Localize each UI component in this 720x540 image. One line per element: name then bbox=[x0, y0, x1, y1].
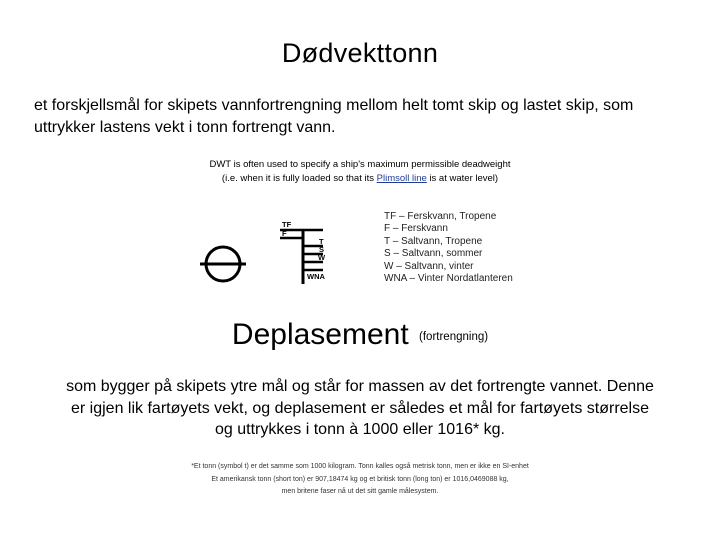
load-line-legend bbox=[384, 211, 513, 285]
plimsoll-line-link[interactable]: Plimsoll line bbox=[376, 173, 427, 184]
dwt-note-post: is at water level) bbox=[426, 173, 499, 184]
footnote-line-3: men britene faser nå ut det sitt gamle målesystem. bbox=[281, 488, 439, 495]
dwt-note-line-2 bbox=[0, 172, 720, 186]
section-heading-main: Deplasement bbox=[231, 318, 409, 351]
footnote bbox=[0, 461, 720, 499]
mark-s-label: S bbox=[319, 245, 325, 254]
section-heading bbox=[0, 318, 720, 352]
legend-item: T – Saltvann, Tropene bbox=[384, 235, 483, 247]
dwt-note bbox=[0, 158, 720, 186]
displacement-text: som bygger på skipets ytre mål og står for massen av det fortrengte vannet. Denne er igjen lik fartøyets vekt, og deplasement er således et mål for fartøyets størrelse og uttrykkes i tonn à 1000 eller 1016* kg. bbox=[66, 378, 654, 438]
mark-wna-label: WNA bbox=[307, 272, 325, 281]
plimsoll-mark-diagram bbox=[198, 216, 332, 286]
legend-item: F – Ferskvann bbox=[384, 223, 448, 235]
mark-f-label: F bbox=[282, 229, 287, 238]
dwt-note-pre: (i.e. when it is fully loaded so that its bbox=[221, 173, 377, 184]
definition-text: et forskjellsmål for skipets vannfortrengning mellom helt tomt skip og lastet skip, som uttrykker lastens vekt i tonn fortrengt vann. bbox=[34, 97, 634, 136]
footnote-line-2: Et amerikansk tonn (short ton) er 907,18474 kg og et britisk tonn (long ton) er 1016,0469088 kg, bbox=[211, 475, 509, 483]
legend-item: WNA – Vinter Nordatlanteren bbox=[384, 273, 513, 285]
mark-w-label: W bbox=[318, 253, 326, 262]
legend-item: W – Saltvann, vinter bbox=[384, 260, 474, 272]
mark-t-label: T bbox=[319, 237, 324, 246]
section-heading-sub: (fortrengning) bbox=[419, 331, 489, 343]
mark-tf-label: TF bbox=[282, 220, 292, 229]
page-title: Dødvekttonn bbox=[281, 38, 439, 68]
dwt-note-line-1: DWT is often used to specify a ship's maximum permissible deadweight bbox=[209, 159, 511, 170]
legend-item: TF – Ferskvann, Tropene bbox=[384, 211, 497, 222]
legend-item: S – Saltvann, sommer bbox=[384, 248, 483, 260]
footnote-line-1: *Et tonn (symbol t) er det samme som 1000 kilogram. Tonn kalles også metrisk tonn, men er ikke en SI-enhet bbox=[191, 463, 529, 470]
